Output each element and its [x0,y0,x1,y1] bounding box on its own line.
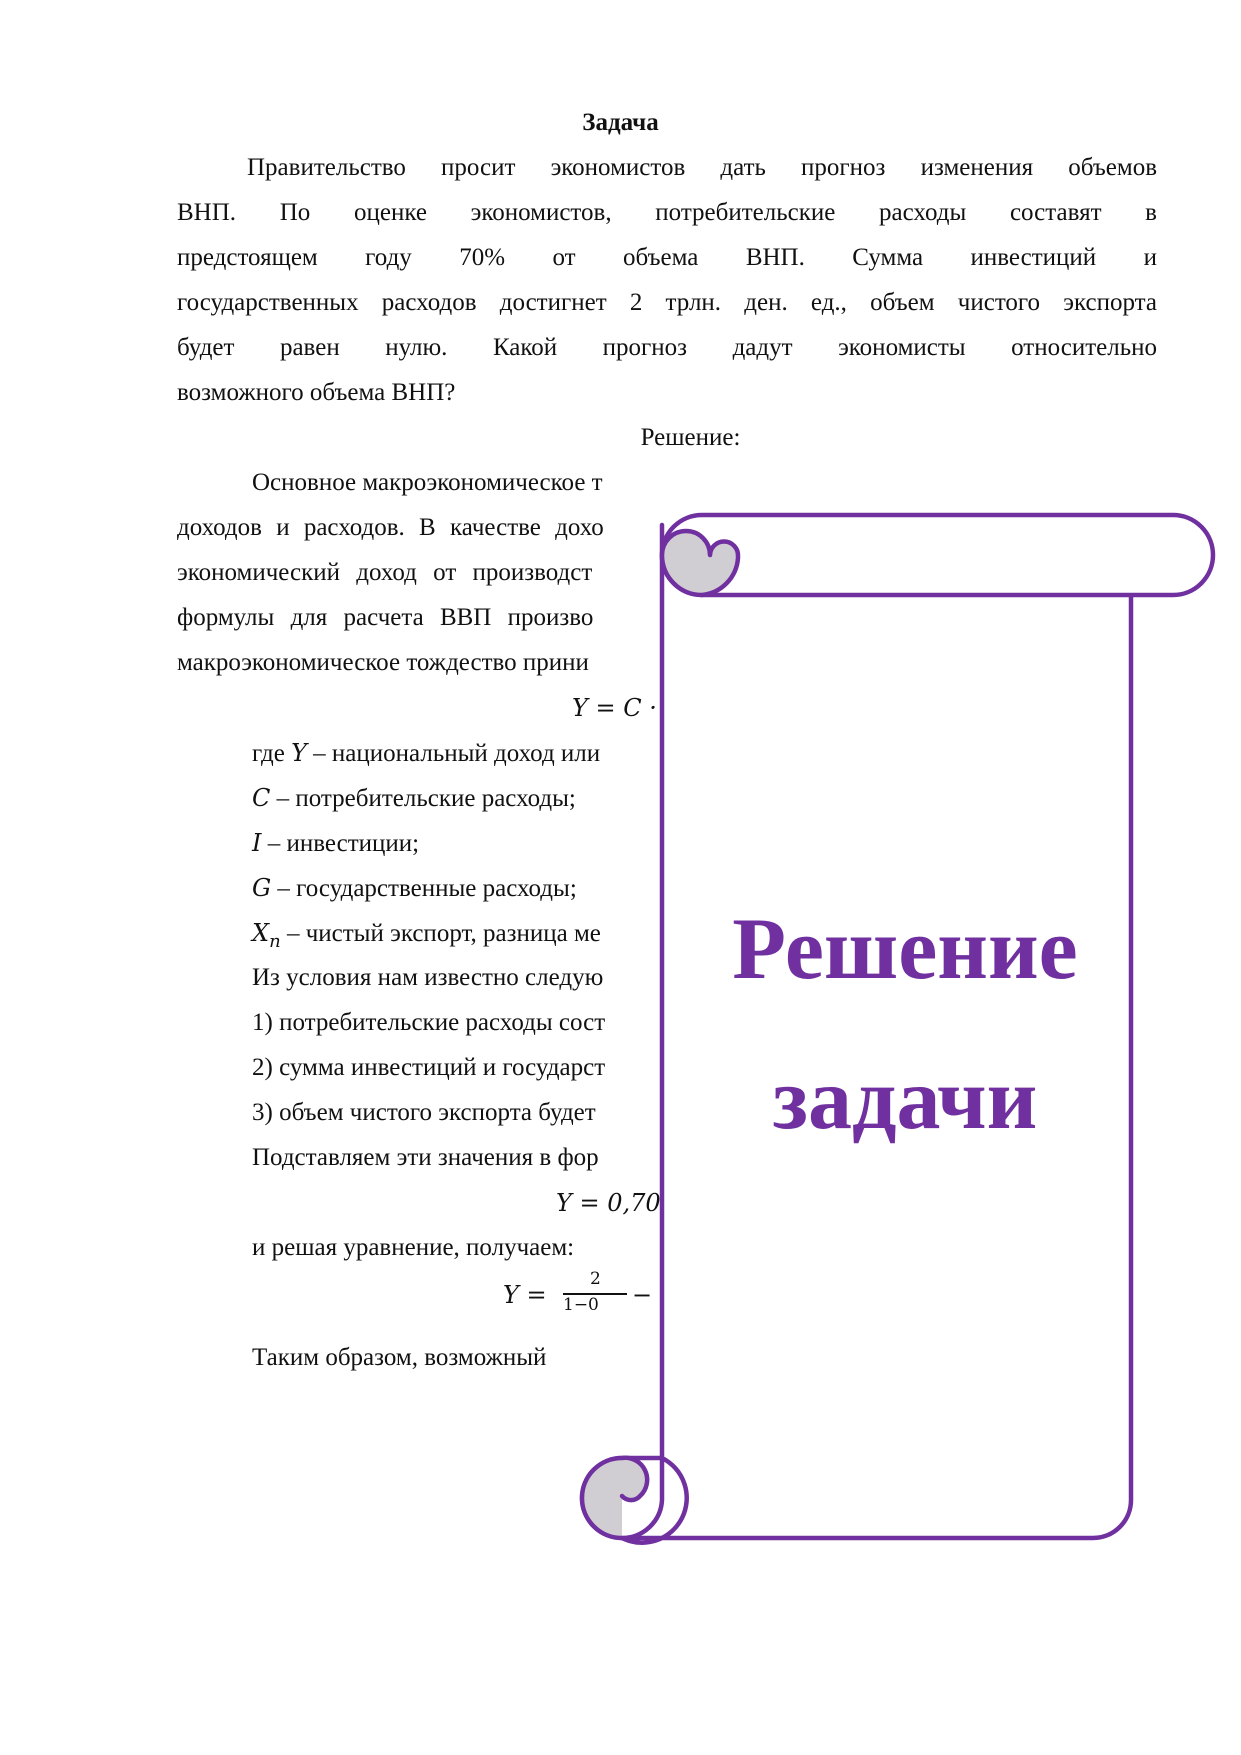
formula-result-tail: − [632,1281,653,1309]
scroll-top-roll [662,515,1213,595]
condition-item: 3) объем чистого экспорта будет [252,1099,596,1126]
solution-line: экономический доход от производст [177,559,593,586]
solving-text: и решая уравнение, получаем: [252,1234,575,1261]
definition-xn: $X_n$ – чистый экспорт, разница ме [252,919,601,952]
formula-main: Y = C · [572,694,657,722]
problem-line: предстоящем году 70% от объема ВНП. Сумма инвестиций и [177,244,1157,271]
banner-title-line2: задачи [772,1051,1038,1148]
solution-heading: Решение: [640,424,741,451]
formula-substituted: Y = 0,70 [556,1189,661,1217]
definition-g: G – государственные расходы; [252,874,577,902]
solution-line: доходов и расходов. В качестве дохо [177,514,604,541]
definition-c: C – потребительские расходы; [252,784,576,812]
solution-line: макроэкономическое тождество прини [177,649,589,676]
scroll-body [622,525,1131,1543]
formula-numerator: 2 [590,1269,601,1289]
formula-denominator: 1−0 [563,1295,599,1315]
task-title: Задача [582,109,659,136]
problem-line: будет равен нулю. Какой прогноз дадут экономисты относительно [177,334,1157,361]
conclusion-text: Таким образом, возможный [252,1344,547,1371]
banner-title-line1: Решение [732,901,1078,998]
scroll-top-curl [662,531,738,595]
problem-line: государственных расходов достигнет 2 трлн. ден. ед., объем чистого экспорта [177,289,1157,316]
solution-line: формулы для расчета ВВП произво [177,604,594,631]
problem-line: ВНП. По оценке экономистов, потребительские расходы составят в [177,199,1157,226]
condition-item: 1) потребительские расходы сост [252,1009,606,1036]
formula-result-lhs: Y = [503,1281,547,1309]
problem-line: возможного объема ВНП? [177,379,456,406]
problem-line: Правительство просит экономистов дать прогноз изменения объемов [247,154,1157,181]
conditions-intro: Из условия нам известно следую [252,964,604,991]
substitute-text: Подставляем эти значения в фор [252,1144,599,1171]
definition-i: I – инвестиции; [252,829,420,857]
condition-item: 2) сумма инвестиций и государст [252,1054,606,1081]
definition-y: где Y – национальный доход или [252,739,601,767]
solution-line: Основное макроэкономическое т [252,469,603,496]
